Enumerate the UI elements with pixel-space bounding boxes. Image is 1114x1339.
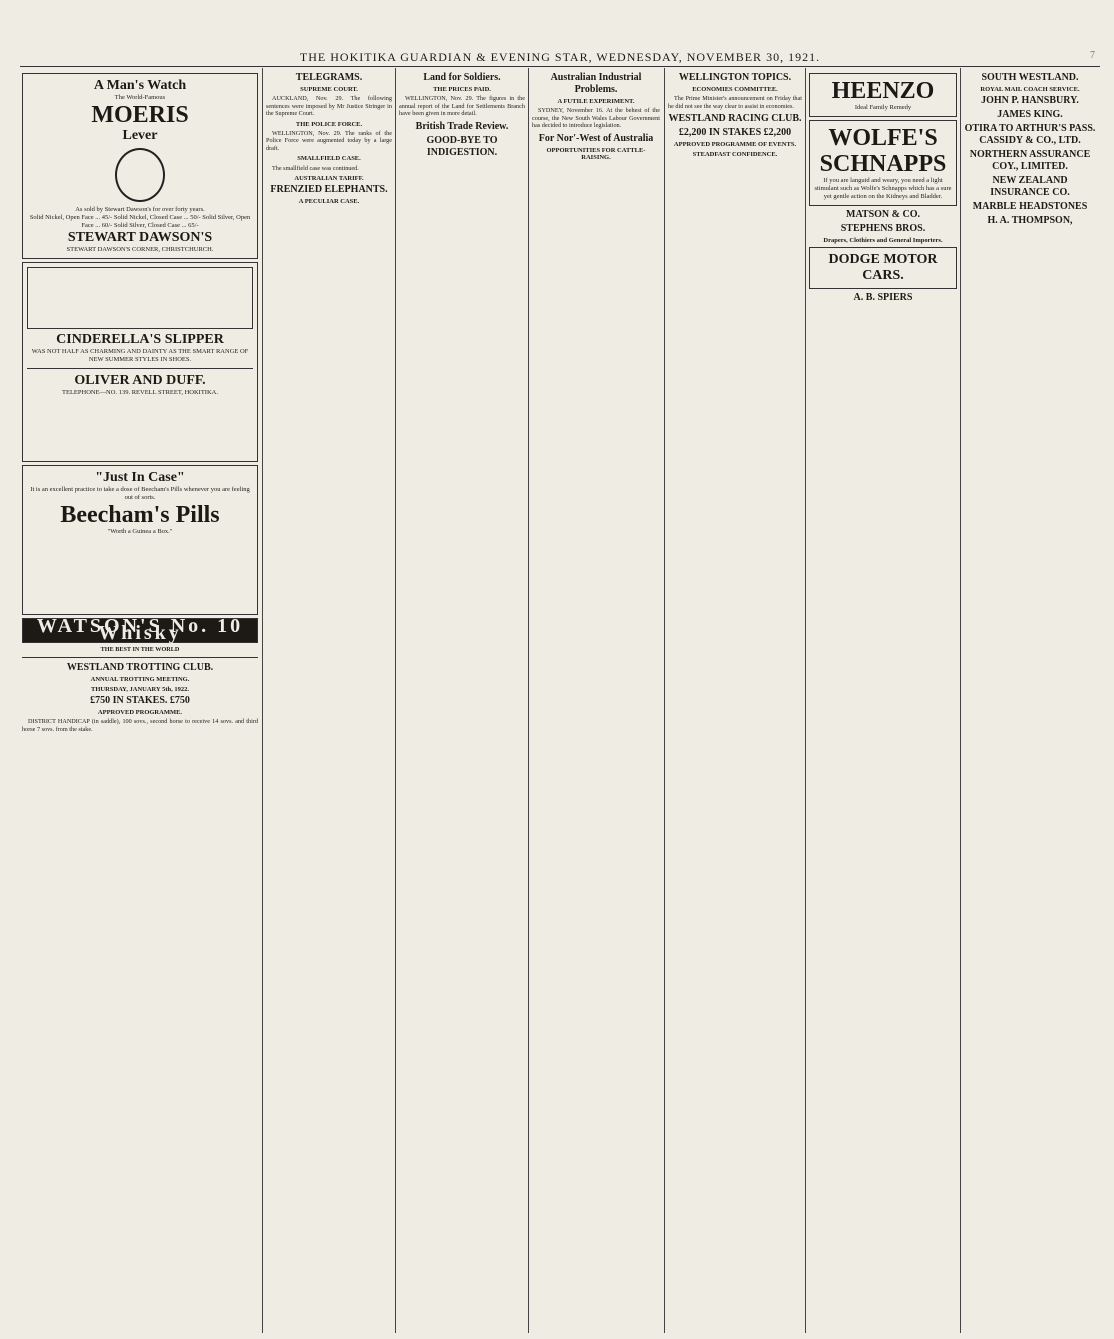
column-1: A Man's Watch The World-Famous MOERIS Lever As sold by Stewart Dawson's for over forty years. Solid Nickel, Open Face ... 45/- Solid Nickel, Closed Case ... 50/- Solid Silver, Open Face ... 60/- Solid Silver, Closed Case ... 65/- STEWART DAWSON'S STEWART DAWSON'S CORNER, CHRISTCHURCH. CINDERELLA'S SLIPPER WAS NOT HALF AS CHARMING AND DAINTY AS THE SMART RANGE OF NEW SUMMER STYLES IN SHOES. OLIVER AND DUFF. TELEPHONE—NO. 139. REVELL STREET, HOKITIKA. "Just In Case" It is an excellent practice to take a dose of Beecham's Pills whenever you are feeling out of sorts. Beecham's Pills "Worth a Guinea a Box." WATSON'S No. 10 Whisky THE BEST IN THE WORLD WESTLAND TROTTING CLUB. ANNUAL TROTTING MEETING. THURSDAY, JANUARY 5th, 1922. £750 IN STAKES. £750 APPROVED PROGRAMME. DISTRICT HANDICAP (in saddle), 100 sovs., second horse to receive 14 sovs. and third horse 7 sovs. from the stake. — [22, 70, 258, 1335]
wolfes-schnapps-ad: WOLFE'S SCHNAPPS If you are languid and weary, you need a light stimulant such as Wolfe's Schnapps which has a sure yet gentle action on the Kidneys and Bladder. — [809, 120, 957, 206]
moeris-watch-ad: A Man's Watch The World-Famous MOERIS Lever As sold by Stewart Dawson's for over forty years. Solid Nickel, Open Face ... 45/- Solid Nickel, Closed Case ... 50/- Solid Silver, Open Face ... 60/- Solid Silver, Closed Case ... 65/- STEWART DAWSON'S STEWART DAWSON'S CORNER, CHRISTCHURCH. — [22, 73, 258, 259]
heenzo-ad: HEENZO Ideal Family Remedy — [809, 73, 957, 117]
column-4: Australian Industrial Problems. A FUTILE EXPERIMENT. SYDNEY, November 16. At the behest of the course, the New South Wales Labour Government has decided to introduce legislation. For Nor'-West of Australia OPPORTUNITIES FOR CATTLE-RAISING. — [532, 72, 660, 162]
column-5: WELLINGTON TOPICS. ECONOMIES COMMITTEE. The Prime Minister's announcement on Friday that he did not see the way clear to assist in economies. WESTLAND RACING CLUB. £2,200 IN STAKES £2,200 APPROVED PROGRAMME OF EVENTS. STEADFAST CONFIDENCE. — [668, 72, 802, 158]
oliver-duff-ad: CINDERELLA'S SLIPPER WAS NOT HALF AS CHARMING AND DAINTY AS THE SMART RANGE OF NEW SUMMER STYLES IN SHOES. OLIVER AND DUFF. TELEPHONE—NO. 139. REVELL STREET, HOKITIKA. — [22, 262, 258, 462]
column-7: SOUTH WESTLAND. ROYAL MAIL COACH SERVICE. JOHN P. HANSBURY. JAMES KING. OTIRA TO ARTHUR'S PASS. CASSIDY & CO., LTD. NORTHERN ASSURANCE COY., LIMITED. NEW ZEALAND INSURANCE CO. MARBLE HEADSTONES H. A. THOMPSON, — [964, 72, 1096, 227]
masthead: THE HOKITIKA GUARDIAN & EVENING STAR, WEDNESDAY, NOVEMBER 30, 1921. 7 — [20, 50, 1100, 67]
column-3: Land for Soldiers. THE PRICES PAID. WELLINGTON, Nov. 29. The figures in the annual report of the Land for Settlements Branch have been given in more detail. British Trade Review. GOOD-BYE TO INDIGESTION. — [399, 72, 525, 158]
shoe-illustration — [27, 267, 253, 329]
watch-icon — [115, 148, 165, 202]
watsons-whisky-ad: WATSON'S No. 10 Whisky — [22, 618, 258, 643]
column-6: HEENZO Ideal Family Remedy WOLFE'S SCHNAPPS If you are languid and weary, you need a light stimulant such as Wolfe's Schnapps which has a sure yet gentle action on the Kidneys and Bladder. MATSON & CO. STEPHENS BROS. Drapers, Clothiers and General Importers. DODGE MOTOR CARS. A. B. SPIERS — [809, 70, 957, 1335]
beechams-ad: "Just In Case" It is an excellent practice to take a dose of Beecham's Pills whenever you are feeling out of sorts. Beecham's Pills "Worth a Guinea a Box." — [22, 465, 258, 615]
column-2: TELEGRAMS. SUPREME COURT. AUCKLAND, Nov. 29. The following sentences were imposed by Mr Justice Stringer in the Supreme Court. THE POLICE FORCE. WELLINGTON, Nov. 29. The ranks of the Police Force were augmented today by a large draft. SMALLFIELD CASE. The smallfield case was continued. AUSTRALIAN TARIFF. FRENZIED ELEPHANTS. A PECULIAR CASE. — [266, 72, 392, 206]
